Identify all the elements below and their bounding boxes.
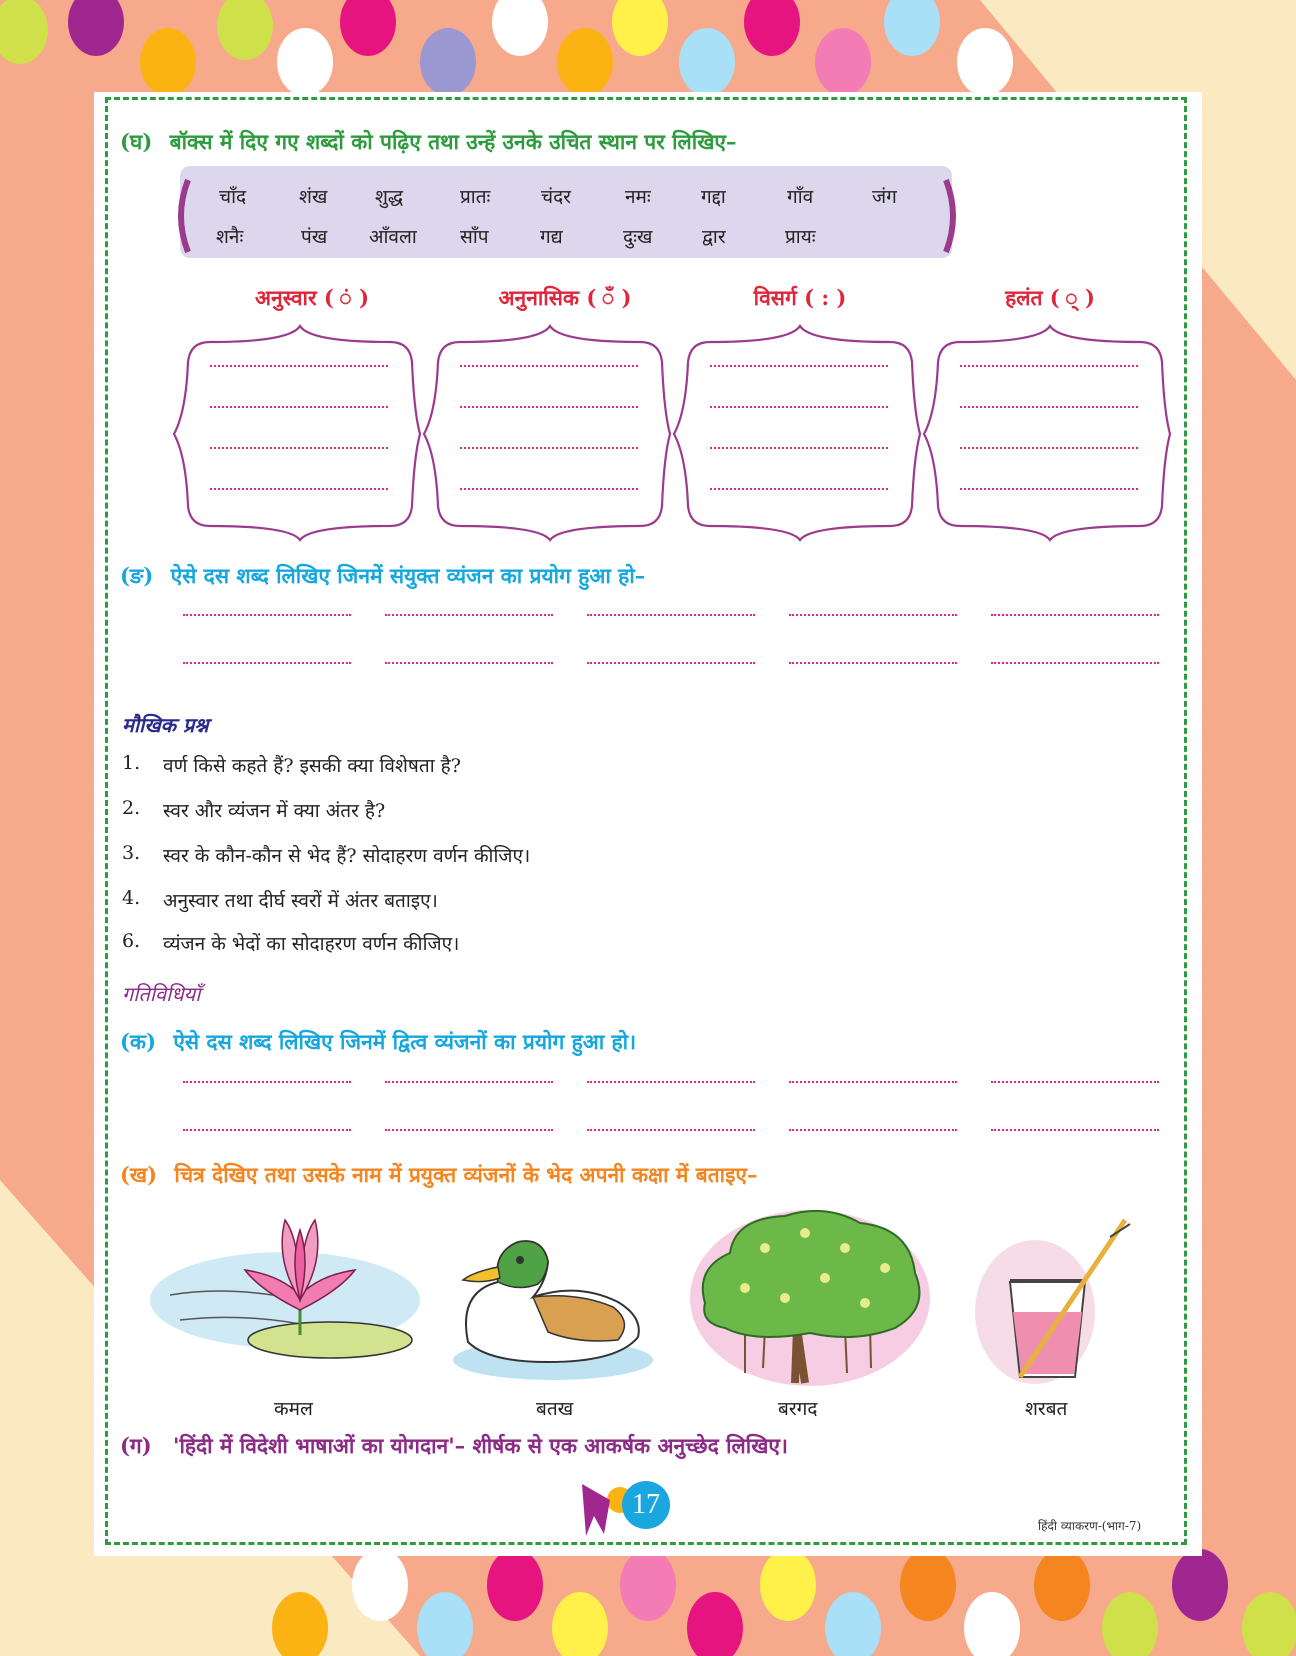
answer-line[interactable] xyxy=(385,1081,553,1083)
question-marker: (ङ) xyxy=(120,563,154,588)
banyan-tree-picture xyxy=(685,1198,935,1388)
sherbet-glass-picture xyxy=(975,1212,1135,1387)
answer-line[interactable] xyxy=(210,488,388,490)
answer-line[interactable] xyxy=(460,447,638,449)
picture-caption-sherbet: शरबत xyxy=(1025,1398,1068,1420)
answer-line[interactable] xyxy=(183,662,351,664)
oral-item-text: व्यंजन के भेदों का सोदाहरण वर्णन कीजिए। xyxy=(163,933,460,955)
answer-line[interactable] xyxy=(210,447,388,449)
category-frames xyxy=(170,322,1180,542)
answer-line[interactable] xyxy=(385,662,553,664)
answer-line[interactable] xyxy=(710,365,888,367)
word: शुद्ध xyxy=(375,186,404,208)
word: चाँद xyxy=(219,186,247,208)
picture-caption-duck: बतख xyxy=(536,1398,574,1420)
lotus-picture xyxy=(150,1200,420,1380)
answer-line[interactable] xyxy=(789,614,957,616)
answer-line[interactable] xyxy=(460,365,638,367)
oral-item-text: स्वर और व्यंजन में क्या अंतर है? xyxy=(163,800,386,822)
word: प्रायः xyxy=(785,226,816,248)
answer-line[interactable] xyxy=(587,1081,755,1083)
category-anusvar: अनुस्वार ( ं ) xyxy=(255,285,369,310)
word-box xyxy=(180,166,952,258)
word: प्रातः xyxy=(460,186,491,208)
frame-anusvar xyxy=(174,326,420,540)
word: गाँव xyxy=(787,186,814,208)
answer-line[interactable] xyxy=(183,1129,351,1131)
answer-line[interactable] xyxy=(991,614,1159,616)
word-box-left-bracket xyxy=(172,176,192,256)
frame-halant xyxy=(924,326,1170,540)
category-halant: हलंत ( ् ) xyxy=(1005,285,1095,310)
picture-caption-lotus: कमल xyxy=(274,1398,313,1420)
question-ka xyxy=(120,1028,636,1056)
answer-line[interactable] xyxy=(960,365,1138,367)
oral-item-number: 4. xyxy=(122,887,141,909)
answer-line[interactable] xyxy=(587,614,755,616)
question-text: चित्र देखिए तथा उसके नाम में प्रयुक्त व्यंजनों के भेद अपनी कक्षा में बताइए– xyxy=(174,1162,758,1187)
word: शंख xyxy=(299,186,328,208)
word: दुःख xyxy=(623,226,653,248)
question-marker: (ग) xyxy=(120,1433,152,1458)
category-anunasik: अनुनासिक ( ँ ) xyxy=(498,285,632,310)
oral-item-number: 1. xyxy=(122,752,141,774)
question-text: ऐसे दस शब्द लिखिए जिनमें संयुक्त व्यंजन का प्रयोग हुआ हो– xyxy=(170,563,646,588)
footer-book-title: हिंदी व्याकरण-(भाग-7) xyxy=(1038,1519,1142,1533)
answer-line[interactable] xyxy=(210,406,388,408)
picture-caption-banyan: बरगद xyxy=(778,1398,818,1420)
answer-line[interactable] xyxy=(789,662,957,664)
oral-item-number: 6. xyxy=(122,930,141,952)
answer-line[interactable] xyxy=(710,447,888,449)
word: पंख xyxy=(301,226,328,248)
page-number: 17 xyxy=(622,1481,670,1529)
word: गद्य xyxy=(540,226,563,248)
question-gha xyxy=(120,128,737,156)
answer-line[interactable] xyxy=(183,614,351,616)
answer-line[interactable] xyxy=(183,1081,351,1083)
word: साँप xyxy=(460,226,489,248)
oral-item-number: 3. xyxy=(122,842,141,864)
answer-line[interactable] xyxy=(789,1081,957,1083)
word-box-right-bracket xyxy=(942,176,962,256)
question-marker: (क) xyxy=(120,1029,156,1054)
word: जंग xyxy=(872,186,897,208)
answer-line[interactable] xyxy=(789,1129,957,1131)
frame-anunasik xyxy=(424,326,670,540)
activities-heading: गतिविधियाँ xyxy=(122,982,201,1006)
answer-line[interactable] xyxy=(460,406,638,408)
question-nga xyxy=(120,562,645,590)
oral-item-text: अनुस्वार तथा दीर्घ स्वरों में अंतर बताइए। xyxy=(163,890,438,912)
oral-heading: मौखिक प्रश्न xyxy=(122,713,209,737)
word: गद्दा xyxy=(701,186,726,208)
question-text: ऐसे दस शब्द लिखिए जिनमें द्वित्व व्यंजनों का प्रयोग हुआ हो। xyxy=(173,1029,637,1054)
answer-line[interactable] xyxy=(960,447,1138,449)
question-marker: (ख) xyxy=(120,1162,158,1187)
word: शनैः xyxy=(216,226,244,248)
word: आँवला xyxy=(369,226,417,248)
frame-visarg xyxy=(674,326,920,540)
answer-line[interactable] xyxy=(710,488,888,490)
answer-line[interactable] xyxy=(385,1129,553,1131)
word: द्वार xyxy=(702,226,726,248)
answer-line[interactable] xyxy=(991,1081,1159,1083)
answer-line[interactable] xyxy=(960,488,1138,490)
duck-picture xyxy=(438,1222,658,1382)
word: नमः xyxy=(625,186,651,208)
question-text: 'हिंदी में विदेशी भाषाओं का योगदान'– शीर्षक से एक आकर्षक अनुच्छेद लिखिए। xyxy=(173,1433,788,1458)
answer-line[interactable] xyxy=(587,1129,755,1131)
question-ga xyxy=(120,1432,788,1460)
answer-line[interactable] xyxy=(210,365,388,367)
question-kha xyxy=(120,1161,758,1189)
answer-line[interactable] xyxy=(587,662,755,664)
answer-line[interactable] xyxy=(960,406,1138,408)
category-visarg: विसर्ग ( : ) xyxy=(753,285,847,310)
answer-line[interactable] xyxy=(385,614,553,616)
word: चंदर xyxy=(541,186,571,208)
oral-item-text: वर्ण किसे कहते हैं? इसकी क्या विशेषता है? xyxy=(163,755,461,777)
answer-line[interactable] xyxy=(991,1129,1159,1131)
oral-item-text: स्वर के कौन-कौन से भेद हैं? सोदाहरण वर्णन कीजिए। xyxy=(163,845,531,867)
answer-line[interactable] xyxy=(991,662,1159,664)
answer-line[interactable] xyxy=(460,488,638,490)
question-text: बॉक्स में दिए गए शब्दों को पढ़िए तथा उन्हें उनके उचित स्थान पर लिखिए– xyxy=(169,129,737,154)
answer-line[interactable] xyxy=(710,406,888,408)
oral-item-number: 2. xyxy=(122,797,141,819)
question-marker: (घ) xyxy=(120,129,153,154)
